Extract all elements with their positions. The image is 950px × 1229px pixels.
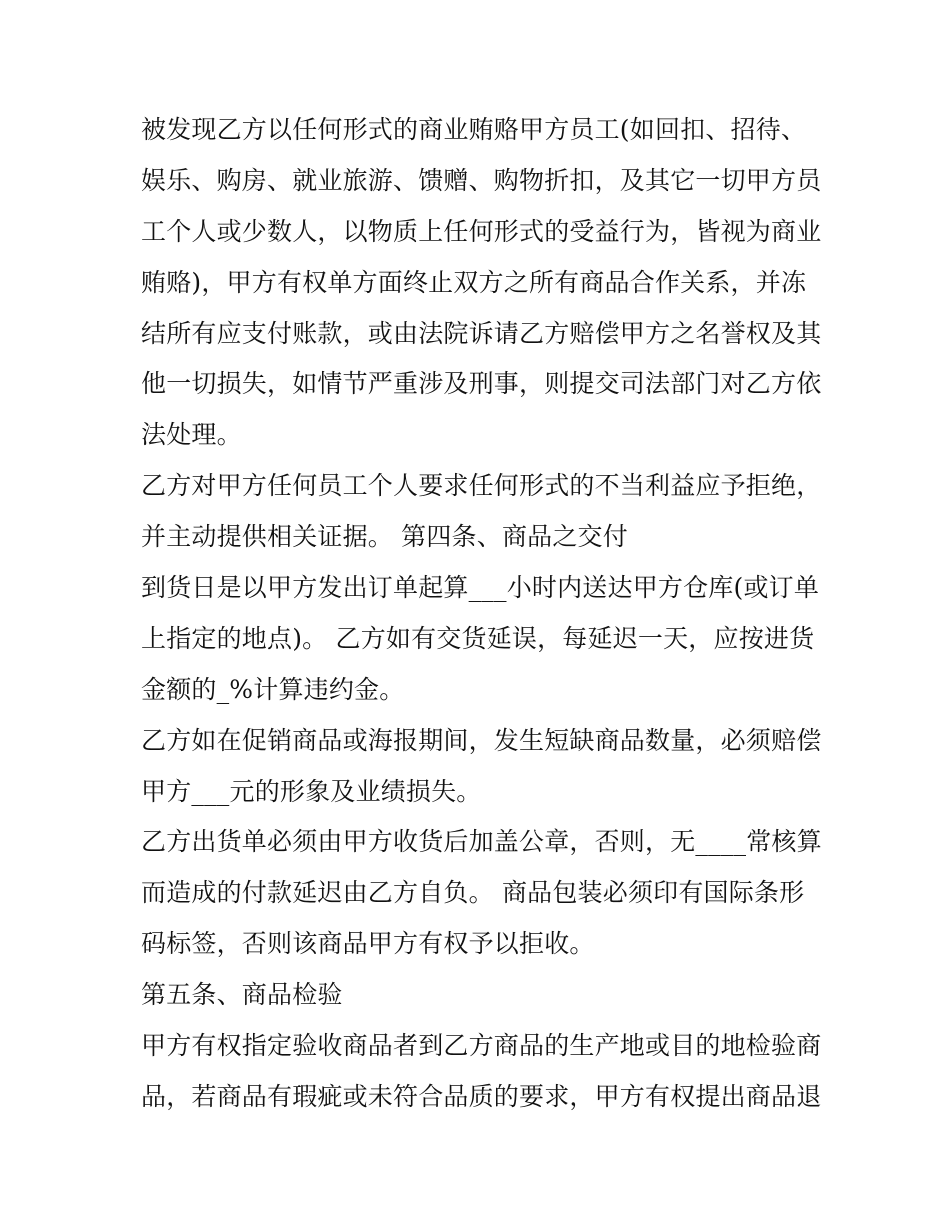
text-line: 码标签，否则该商品甲方有权予以拒收。 (141, 929, 595, 959)
text-line: 甲方___元的形象及业绩损失。 (141, 776, 482, 806)
text-line: 甲方有权指定验收商品者到乙方商品的生产地或目的地检验商 (141, 1031, 822, 1061)
text-line: 被发现乙方以任何形式的商业贿赂甲方员工(如回扣、招待、 (141, 115, 807, 144)
text-line: 到货日是以甲方发出订单起算___小时内送达甲方仓库(或订单 (141, 573, 820, 603)
text-line: 而造成的付款延迟由乙方自负。 商品包装必须印有国际条形 (141, 878, 805, 908)
text-line: 并主动提供相关证据。 第四条、商品之交付 (141, 522, 628, 552)
section-heading: 第五条、商品检验 (141, 980, 343, 1010)
text-line: 贿赂)，甲方有权单方面终止双方之所有商品合作关系，并冻 (141, 267, 807, 297)
text-line: 娱乐、购房、就业旅游、馈赠、购物折扣，及其它一切甲方员 (141, 165, 822, 195)
text-line: 上指定的地点)。 乙方如有交货延误，每延迟一天，应按进货 (141, 623, 815, 653)
text-line: 乙方如在促销商品或海报期间，发生短缺商品数量，必须赔偿 (141, 725, 822, 755)
text-line: 乙方出货单必须由甲方收货后加盖公章，否则，无____常核算 (141, 827, 822, 857)
text-line: 品，若商品有瑕疵或未符合品质的要求，甲方有权提出商品退 (141, 1081, 822, 1111)
text-line: 结所有应支付账款，或由法院诉请乙方赔偿甲方之名誉权及其 (141, 318, 822, 348)
text-line: 乙方对甲方任何员工个人要求任何形式的不当利益应予拒绝， (141, 471, 822, 501)
text-line: 他一切损失，如情节严重涉及刑事，则提交司法部门对乙方依 (141, 369, 822, 399)
text-line: 金额的_%计算违约金。 (141, 674, 405, 704)
document-body (141, 105, 841, 1123)
text-line: 工个人或少数人，以物质上任何形式的受益行为，皆视为商业 (141, 216, 822, 246)
text-line: 法处理。 (141, 420, 242, 450)
